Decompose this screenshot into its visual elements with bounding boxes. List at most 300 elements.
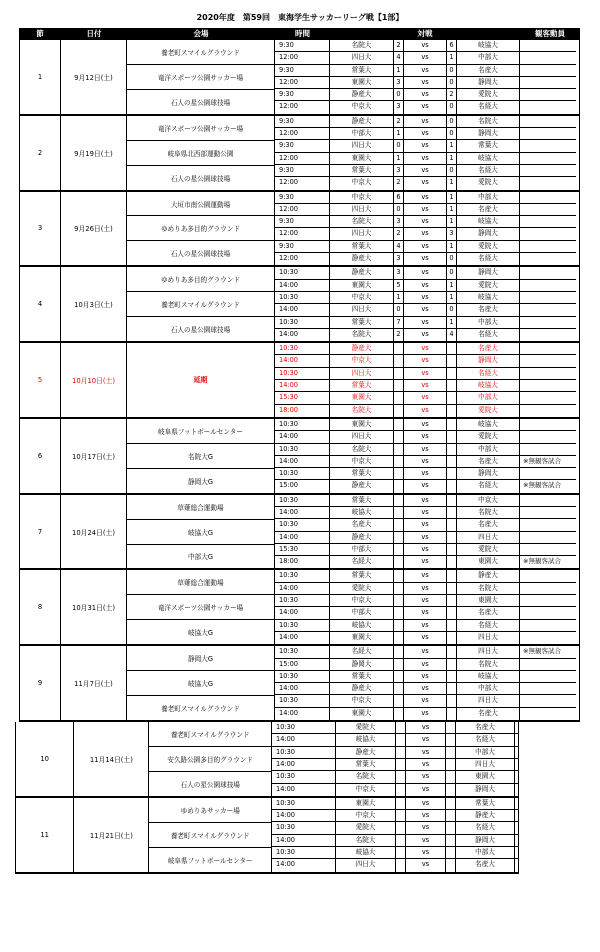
away-score bbox=[446, 468, 457, 479]
page-title: 2020年度 第59回 東海学生サッカーリーグ戦【1部】 bbox=[196, 13, 404, 22]
home-score: 0 bbox=[393, 89, 404, 100]
home-team: 名院大 bbox=[351, 217, 372, 226]
away-team: 常葉大 bbox=[457, 140, 520, 151]
match-row bbox=[275, 280, 576, 292]
home-team: 中京大 bbox=[355, 811, 376, 820]
match-time: 9:30 bbox=[275, 89, 330, 100]
match-time: 10:30 bbox=[275, 444, 330, 455]
vs-label: vs bbox=[421, 759, 430, 768]
match-note bbox=[520, 620, 576, 631]
home-team: 名経大 bbox=[351, 647, 372, 656]
match-note bbox=[520, 52, 576, 63]
home-score bbox=[395, 759, 406, 770]
away-score bbox=[445, 859, 456, 871]
away-team: 名経大 bbox=[457, 480, 520, 492]
match-note: ※無観客試合 bbox=[523, 647, 561, 656]
match-time: 10:30 bbox=[275, 419, 330, 430]
home-score bbox=[393, 380, 404, 391]
vs-label: vs bbox=[421, 696, 429, 705]
home-score bbox=[393, 495, 404, 506]
venue-cell: 石人の星公園球技場 bbox=[170, 98, 231, 107]
away-score bbox=[446, 431, 457, 442]
match-row bbox=[275, 620, 576, 632]
vs-label: vs bbox=[421, 432, 429, 441]
match-note bbox=[520, 329, 576, 341]
match-time: 10:30 bbox=[272, 822, 336, 833]
away-team: 静岡大 bbox=[457, 228, 520, 239]
away-score: 0 bbox=[446, 267, 457, 278]
away-team: 名産大 bbox=[457, 607, 520, 618]
match-note bbox=[520, 343, 576, 354]
match-note bbox=[515, 722, 518, 733]
home-score bbox=[393, 480, 404, 492]
home-team: 中京大 bbox=[351, 596, 372, 605]
away-team: 常葉大 bbox=[456, 798, 515, 809]
vs-label: vs bbox=[421, 393, 429, 402]
vs-label: vs bbox=[421, 356, 429, 365]
away-team: 名院大 bbox=[457, 507, 520, 518]
match-time: 14:00 bbox=[275, 708, 330, 720]
match-row bbox=[272, 734, 518, 746]
home-team: 静産大 bbox=[351, 90, 372, 99]
match-time: 14:00 bbox=[275, 304, 330, 315]
home-score: 7 bbox=[393, 317, 404, 328]
vs-label: vs bbox=[421, 747, 430, 756]
away-team: 中部大 bbox=[457, 52, 520, 63]
vs-label: vs bbox=[421, 708, 429, 717]
match-row bbox=[275, 228, 576, 240]
away-team: 中部大 bbox=[457, 683, 520, 694]
match-row bbox=[275, 355, 576, 367]
away-score: 0 bbox=[446, 116, 457, 127]
round-number: 1 bbox=[20, 40, 61, 114]
home-team: 岐協大 bbox=[355, 848, 376, 856]
vs-label: vs bbox=[421, 292, 429, 301]
home-score bbox=[395, 822, 406, 833]
away-score bbox=[446, 695, 457, 706]
match-time: 10:30 bbox=[272, 722, 336, 733]
round-date: 9月26日(土) bbox=[61, 192, 127, 266]
away-score bbox=[446, 683, 457, 694]
match-time: 10:30 bbox=[275, 468, 330, 479]
venue-cell: 岐協大G bbox=[127, 671, 274, 696]
home-score bbox=[395, 771, 406, 782]
away-team: 四日大 bbox=[457, 532, 520, 543]
away-team: 名院大 bbox=[457, 659, 520, 670]
away-score bbox=[446, 368, 457, 379]
away-score bbox=[446, 556, 457, 568]
match-time: 10:30 bbox=[275, 620, 330, 631]
home-team: 四日大 bbox=[351, 141, 372, 150]
match-note bbox=[520, 544, 576, 555]
match-time: 10:30 bbox=[275, 695, 330, 706]
match-note bbox=[515, 734, 518, 745]
match-note bbox=[520, 228, 576, 239]
away-team: 名経大 bbox=[457, 620, 520, 631]
away-team: 名産大 bbox=[457, 65, 520, 76]
match-row bbox=[275, 671, 576, 683]
away-team: 名産大 bbox=[457, 204, 520, 215]
away-team: 中京大 bbox=[457, 495, 520, 506]
home-team: 四日大 bbox=[351, 229, 372, 238]
away-score: 0 bbox=[446, 304, 457, 315]
away-score bbox=[446, 708, 457, 720]
round-date: 10月10日(土) bbox=[61, 343, 127, 417]
match-row bbox=[275, 329, 576, 341]
vs-label: vs bbox=[421, 507, 429, 516]
match-time: 12:00 bbox=[275, 77, 330, 88]
home-team: 静産大 bbox=[351, 254, 372, 263]
vs-label: vs bbox=[421, 659, 429, 668]
match-row bbox=[275, 177, 576, 189]
venue-cell: 岐協大G bbox=[127, 520, 274, 545]
match-note bbox=[520, 495, 576, 506]
venue-cell: 岐阜県北西部運動公園 bbox=[127, 141, 274, 166]
away-score bbox=[446, 595, 457, 606]
home-score: 0 bbox=[393, 304, 404, 315]
home-team: 静岡大 bbox=[351, 659, 372, 668]
away-score bbox=[446, 620, 457, 631]
match-time: 14:00 bbox=[275, 380, 330, 391]
round-section bbox=[15, 722, 519, 798]
away-score bbox=[445, 835, 456, 846]
home-score: 3 bbox=[393, 165, 404, 176]
match-time: 14:00 bbox=[275, 456, 330, 467]
match-row bbox=[275, 89, 576, 101]
match-note bbox=[520, 89, 576, 100]
away-team: 名経大 bbox=[457, 368, 520, 379]
away-score bbox=[445, 810, 456, 821]
home-team: 東園大 bbox=[351, 153, 372, 162]
away-team: 岐協大 bbox=[457, 40, 520, 51]
vs-label: vs bbox=[421, 53, 429, 62]
away-score: 0 bbox=[446, 77, 457, 88]
away-score bbox=[446, 380, 457, 391]
vs-label: vs bbox=[421, 520, 429, 529]
vs-label: vs bbox=[421, 481, 429, 490]
match-time: 15:30 bbox=[275, 544, 330, 555]
round-section bbox=[19, 343, 580, 419]
away-team: 愛院大 bbox=[457, 280, 520, 291]
match-time: 12:00 bbox=[275, 153, 330, 164]
match-time: 14:00 bbox=[272, 784, 336, 796]
match-time: 9:30 bbox=[275, 65, 330, 76]
match-row bbox=[275, 444, 576, 456]
away-score bbox=[446, 392, 457, 403]
match-row bbox=[275, 368, 576, 380]
match-row bbox=[275, 253, 576, 265]
home-score bbox=[395, 722, 406, 733]
match-note bbox=[520, 216, 576, 227]
home-team: 静産大 bbox=[351, 344, 372, 353]
header-time: 時間 bbox=[295, 29, 310, 38]
vs-label: vs bbox=[421, 723, 430, 732]
venue-cell: 岐協大G bbox=[188, 629, 213, 638]
away-team: 東園大 bbox=[456, 771, 515, 782]
away-team: 静岡大 bbox=[457, 77, 520, 88]
header-round: 節 bbox=[36, 29, 44, 38]
match-row bbox=[275, 40, 576, 52]
venue-cell: 石人の星公園球技場 bbox=[180, 780, 240, 789]
match-time: 10:30 bbox=[275, 671, 330, 682]
home-team: 四日大 bbox=[351, 204, 372, 213]
match-time: 10:30 bbox=[272, 798, 336, 809]
away-team: 四日大 bbox=[456, 759, 515, 770]
venue-column bbox=[127, 646, 275, 720]
vs-label: vs bbox=[421, 381, 429, 390]
vs-label: vs bbox=[421, 153, 429, 162]
match-note bbox=[520, 65, 576, 76]
away-team: 名経大 bbox=[456, 822, 515, 833]
vs-label: vs bbox=[421, 344, 429, 353]
match-note bbox=[520, 292, 576, 303]
venue-cell: 静岡大G bbox=[188, 477, 213, 486]
match-note bbox=[520, 659, 576, 670]
match-row bbox=[275, 595, 576, 607]
away-team: 静岡大 bbox=[457, 355, 520, 366]
away-score: 1 bbox=[446, 177, 457, 189]
away-team: 中部大 bbox=[456, 847, 515, 858]
away-team: 名院大 bbox=[457, 116, 520, 127]
away-team: 愛院大 bbox=[457, 431, 520, 442]
vs-label: vs bbox=[421, 178, 429, 187]
match-time: 9:30 bbox=[275, 192, 330, 203]
home-score bbox=[393, 392, 404, 403]
away-score bbox=[446, 519, 457, 530]
match-note bbox=[520, 77, 576, 88]
home-team: 名産大 bbox=[351, 520, 372, 529]
home-team: 名院大 bbox=[355, 835, 376, 844]
vs-label: vs bbox=[421, 368, 429, 377]
match-note bbox=[520, 632, 576, 644]
away-team: 岐協大 bbox=[457, 380, 520, 391]
match-note: ※無観客試合 bbox=[523, 481, 561, 490]
match-note bbox=[520, 708, 576, 720]
home-score bbox=[393, 708, 404, 720]
match-time: 14:00 bbox=[275, 632, 330, 644]
home-score bbox=[393, 468, 404, 479]
away-score: 1 bbox=[446, 153, 457, 164]
away-score bbox=[446, 583, 457, 594]
match-note bbox=[520, 419, 576, 430]
away-team: 東園大 bbox=[457, 556, 520, 568]
match-note bbox=[520, 204, 576, 215]
venue-cell: ゆめりあ多目的グラウンド bbox=[127, 267, 274, 292]
match-row bbox=[275, 495, 576, 507]
match-list bbox=[275, 343, 576, 417]
match-list bbox=[275, 419, 576, 493]
home-score: 3 bbox=[393, 253, 404, 265]
match-time: 10:30 bbox=[275, 570, 330, 581]
vs-label: vs bbox=[421, 544, 429, 553]
header-venue: 会場 bbox=[193, 29, 209, 38]
away-team: 静岡大 bbox=[457, 267, 520, 278]
match-note bbox=[515, 847, 518, 858]
home-team: 岐協大 bbox=[351, 507, 372, 516]
match-note bbox=[520, 444, 576, 455]
away-score: 1 bbox=[446, 192, 457, 203]
away-score: 0 bbox=[446, 165, 457, 176]
home-score bbox=[395, 835, 406, 846]
home-score bbox=[393, 431, 404, 442]
away-score bbox=[445, 759, 456, 770]
home-team: 四日大 bbox=[351, 432, 372, 441]
match-row bbox=[275, 380, 576, 392]
home-team: 静産大 bbox=[351, 268, 372, 277]
vs-label: vs bbox=[421, 329, 429, 338]
home-score bbox=[395, 747, 406, 758]
away-score: 0 bbox=[446, 128, 457, 139]
match-note bbox=[520, 40, 576, 51]
match-row bbox=[272, 798, 518, 810]
header-note: 観客動員 bbox=[535, 29, 565, 38]
away-score: 0 bbox=[446, 253, 457, 265]
match-time: 14:00 bbox=[275, 607, 330, 618]
match-note bbox=[515, 822, 518, 833]
away-team: 四日大 bbox=[457, 695, 520, 706]
match-time: 18:00 bbox=[275, 556, 330, 568]
round-number: 6 bbox=[20, 419, 61, 493]
away-score: 1 bbox=[446, 241, 457, 252]
match-time: 12:00 bbox=[275, 204, 330, 215]
match-row bbox=[275, 317, 576, 329]
home-score bbox=[395, 859, 406, 871]
away-score bbox=[446, 444, 457, 455]
home-team: 名経大 bbox=[351, 557, 372, 566]
away-team: 名経大 bbox=[457, 101, 520, 113]
round-date: 10月31日(土) bbox=[61, 570, 127, 644]
home-team: 静産大 bbox=[351, 684, 372, 693]
venue-cell: ゆめりあサッカー場 bbox=[149, 798, 271, 823]
match-note bbox=[520, 192, 576, 203]
match-time: 10:30 bbox=[275, 519, 330, 530]
table-header bbox=[19, 28, 580, 40]
venue-column bbox=[127, 192, 275, 266]
match-time: 12:00 bbox=[275, 101, 330, 113]
away-score: 6 bbox=[446, 40, 457, 51]
home-score: 2 bbox=[393, 329, 404, 341]
home-team: 常葉大 bbox=[351, 495, 372, 504]
match-time: 14:00 bbox=[275, 431, 330, 442]
away-team: 静岡大 bbox=[456, 835, 515, 846]
match-row bbox=[272, 822, 518, 834]
venue-cell: 静岡大G bbox=[127, 646, 274, 671]
away-score: 0 bbox=[446, 65, 457, 76]
vs-label: vs bbox=[421, 735, 430, 744]
match-time: 14:00 bbox=[275, 280, 330, 291]
match-time: 12:00 bbox=[275, 253, 330, 265]
home-score bbox=[393, 570, 404, 581]
home-team: 岐協大 bbox=[351, 620, 372, 629]
match-row bbox=[272, 835, 518, 847]
home-team: 愛院大 bbox=[355, 823, 376, 832]
vs-label: vs bbox=[421, 65, 429, 74]
match-row bbox=[275, 116, 576, 128]
match-time: 10:30 bbox=[272, 771, 336, 782]
away-score: 2 bbox=[446, 89, 457, 100]
away-score bbox=[446, 456, 457, 467]
home-team: 中京大 bbox=[351, 356, 372, 365]
vs-label: vs bbox=[421, 405, 429, 414]
away-team: 中部大 bbox=[457, 192, 520, 203]
venue-cell: 竜洋スポーツ公園サッカー場 bbox=[127, 65, 274, 90]
round-section bbox=[19, 40, 580, 116]
match-time: 9:30 bbox=[275, 216, 330, 227]
away-team: 岐協大 bbox=[457, 671, 520, 682]
home-score bbox=[395, 847, 406, 858]
match-row bbox=[272, 810, 518, 822]
vs-label: vs bbox=[421, 254, 429, 263]
match-time: 10:30 bbox=[275, 292, 330, 303]
home-score bbox=[393, 659, 404, 670]
match-note bbox=[520, 241, 576, 252]
away-score: 4 bbox=[446, 329, 457, 341]
home-team: 名院大 bbox=[351, 41, 372, 49]
vs-label: vs bbox=[421, 217, 429, 226]
away-score bbox=[445, 798, 456, 809]
home-score bbox=[393, 646, 404, 657]
away-team: 中部大 bbox=[457, 392, 520, 403]
away-score bbox=[446, 480, 457, 492]
away-score: 1 bbox=[446, 280, 457, 291]
match-note bbox=[520, 683, 576, 694]
home-team: 岐協大 bbox=[355, 735, 376, 744]
home-score bbox=[393, 632, 404, 644]
home-score bbox=[393, 444, 404, 455]
away-team: 名産大 bbox=[457, 304, 520, 315]
vs-label: vs bbox=[421, 268, 429, 277]
match-list bbox=[275, 570, 576, 644]
away-team: 岐協大 bbox=[457, 292, 520, 303]
match-row bbox=[272, 722, 518, 734]
match-note bbox=[515, 759, 518, 770]
home-score bbox=[393, 683, 404, 694]
home-score bbox=[395, 734, 406, 745]
match-row bbox=[275, 292, 576, 304]
round-number: 8 bbox=[20, 570, 61, 644]
match-note bbox=[520, 128, 576, 139]
away-score bbox=[446, 671, 457, 682]
away-team: 静岡大 bbox=[457, 468, 520, 479]
vs-label: vs bbox=[421, 229, 429, 238]
home-team: 常葉大 bbox=[351, 317, 372, 326]
away-team: 愛院大 bbox=[457, 177, 520, 189]
away-score bbox=[446, 632, 457, 644]
venue-cell: 石人の星公園球技場 bbox=[170, 174, 231, 183]
match-note bbox=[520, 317, 576, 328]
away-score bbox=[446, 570, 457, 581]
vs-label: vs bbox=[421, 495, 429, 504]
match-time: 12:00 bbox=[275, 228, 330, 239]
venue-cell: 中部大G bbox=[188, 553, 213, 562]
venue-cell: ゆめりあ多目的グラウンド bbox=[127, 216, 274, 241]
vs-label: vs bbox=[421, 532, 429, 541]
home-team: 名院大 bbox=[355, 772, 376, 781]
away-score bbox=[445, 747, 456, 758]
away-team: 中部大 bbox=[457, 317, 520, 328]
round-number: 11 bbox=[16, 798, 74, 872]
vs-label: vs bbox=[421, 596, 429, 605]
home-team: 名院大 bbox=[351, 444, 372, 453]
home-score bbox=[393, 355, 404, 366]
home-score: 2 bbox=[393, 116, 404, 127]
match-row bbox=[275, 570, 576, 582]
match-time: 9:30 bbox=[275, 140, 330, 151]
match-note bbox=[520, 101, 576, 113]
venue-cell: 大垣市南公園運動場 bbox=[127, 192, 274, 217]
home-score bbox=[393, 583, 404, 594]
match-list bbox=[272, 798, 518, 872]
